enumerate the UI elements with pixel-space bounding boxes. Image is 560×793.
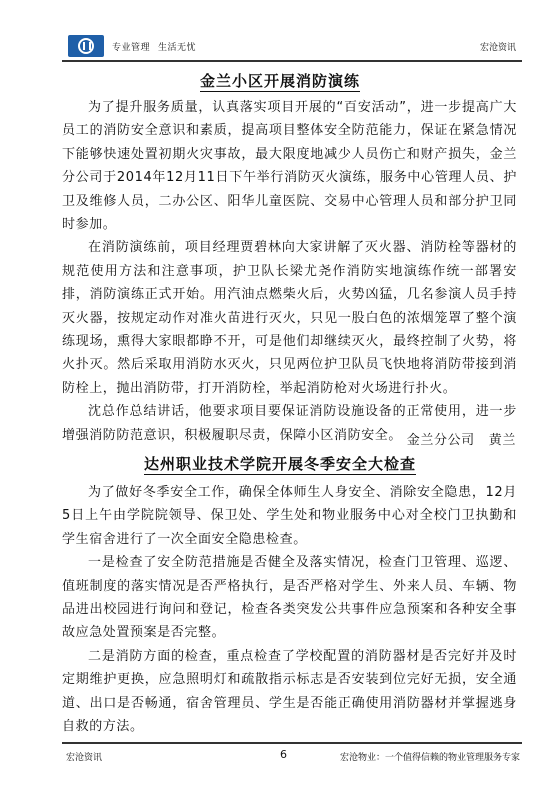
- article-1-paragraph-2: 在消防演练前，项目经理贾碧林向大家讲解了灭火器、消防栓等器材的规范使用方法和注意事项，护卫队长梁尤尧作消防实地演练作统一部署安排，消防演练正式开始。用汽油点燃柴火后，火势凶猛，几名参演人员手持灭火器，按规定动作对准火苗进行灭火，只见一股白色的浓烟笼罩了整个演练现场，熏得大家眼都睁不开，可是他们却继续灭火，最终控制了火势，将火扑灭。然后采取用消防水灭火，只见两位护卫队员飞快地将消防带接到消防栓上，抛出消防带，打开消防栓，举起消防枪对火场进行扑火。: [62, 240, 517, 396]
- page-number: 6: [280, 748, 287, 761]
- header-publication-name: 宏沧资讯: [479, 43, 516, 53]
- signature-author: 黄兰: [488, 433, 516, 448]
- article-2-paragraph-3: 二是消防方面的检查，重点检查了学校配置的消防器材是否完好并及时定期维护更换，应急照明灯和疏散指示标志是否安装到位完好无损，安全通道、出口是否畅通，宿舍管理员、学生是否能正确使用消防器材并掌握逃身自救的方法。: [62, 648, 517, 735]
- signature-company: 金兰分公司: [406, 433, 475, 448]
- header-slogan: [112, 40, 196, 53]
- article-1-title: [0, 70, 560, 91]
- article-1-body: [62, 96, 517, 447]
- article-2-paragraph-2: 一是检查了安全防范措施是否健全及落实情况，检查门卫管理、巡逻、值班制度的落实情况是否严格执行，是否严格对学生、外来人员、车辆、物品进出校园进行询问和登记，检查各类突发公共事件应急预案和各种安全事故应急处置预案是否完整。: [62, 555, 517, 641]
- article-2-body: [62, 481, 517, 738]
- page-footer: [62, 742, 522, 764]
- article-1-paragraph-1: 为了提升服务质量，认真落实项目开展的“百安活动”，进一步提高广大员工的消防安全意识和素质，提高项目整体安全防范能力，保证在紧急情况下能够快速处置初期火灾事故，最大限度地减少人员伤亡和财产损失，金兰分公司于2014年12月11日下午举行消防灭火演练，服务中心管理人员、护卫及维修人员，二办公区、阳华儿童医院、交易中心管理人员和部分护卫同时参加。: [62, 100, 517, 233]
- company-logo-icon: [68, 35, 104, 57]
- footer-tagline: 宏沧物业：一个值得信赖的物业管理服务专家: [339, 753, 520, 763]
- article-2-paragraph-1: 为了做好冬季安全工作，确保全体师生人身安全、消除安全隐患，12月5日上午由学院院领导、保卫处、学生处和物业服务中心对全校门卫执勤和学生宿舍进行了一次全面安全隐患检查。: [62, 485, 517, 547]
- footer-publication-name: 宏沧资讯: [66, 753, 103, 763]
- article-2-title: [0, 453, 560, 474]
- article-1-signature: [407, 429, 516, 448]
- header-slogan-part-1: 专业管理: [112, 43, 151, 53]
- article-1-title-text: 金兰小区开展消防演练: [199, 72, 360, 90]
- article-1-paragraph-3: 沈总作总结讲话，他要求项目要保证消防设施设备的正常使用，进一步增强消防防范意识，积极履职尽责，保障小区消防安全。: [62, 404, 517, 443]
- page-header: [62, 34, 522, 62]
- header-slogan-part-2: 生活无忧: [158, 43, 197, 53]
- article-2-title-text: 达州职业技术学院开展冬季安全大检查: [143, 455, 416, 473]
